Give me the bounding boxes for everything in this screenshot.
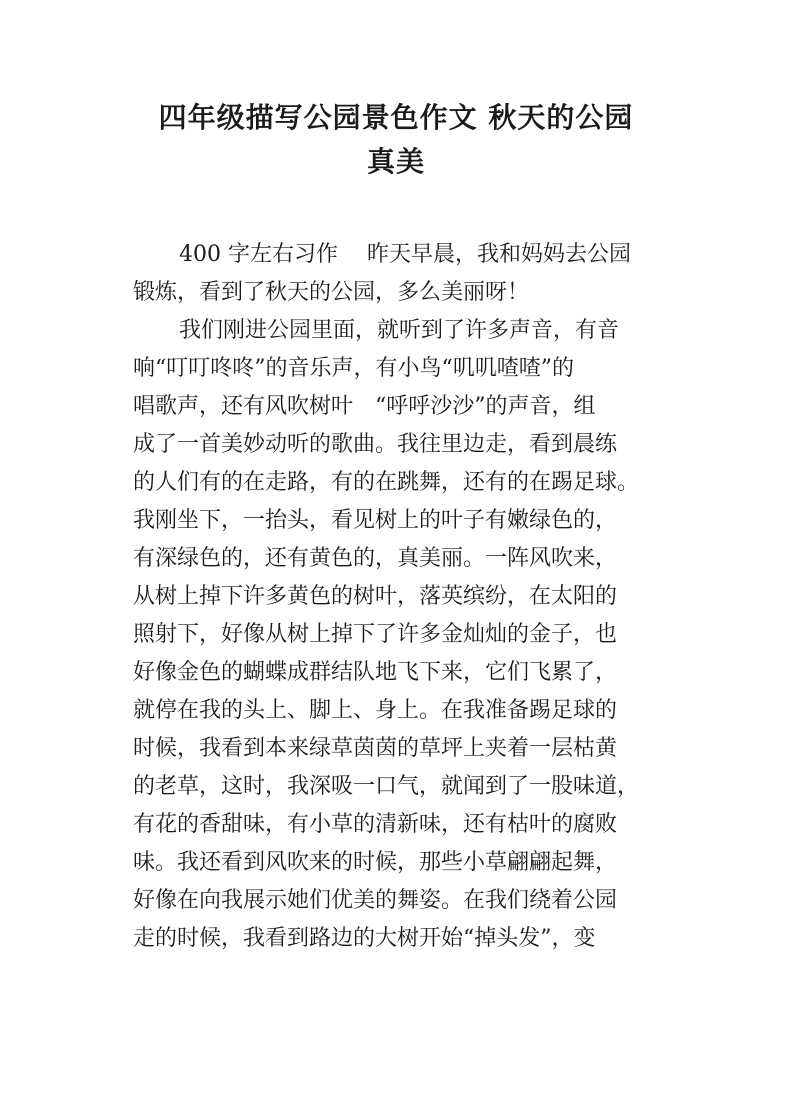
text-line: 从树上掉下许多黄色的树叶，落英缤纷，在太阳的 [133, 584, 618, 609]
text-line: 照射下，好像从树上掉下了许多金灿灿的金子，也 [133, 622, 618, 647]
text-line: 有深绿色的，还有黄色的，真美丽。一阵风吹来， [133, 546, 618, 571]
text-line: 好像金色的蝴蝶成群结队地飞下来，它们飞累了， [133, 660, 618, 685]
text-line: 400 字左右习作 昨天早晨，我和妈妈去公园 [179, 242, 631, 267]
text-line: 锻炼，看到了秋天的公园，多么美丽呀！ [133, 280, 530, 305]
text-line: 味。我还看到风吹来的时候，那些小草翩翩起舞， [133, 850, 618, 875]
text-line: 时候，我看到本来绿草茵茵的草坪上夹着一层枯黄 [133, 736, 618, 761]
text-line: 唱歌声，还有风吹树叶 “呼呼沙沙”的声音，组 [133, 394, 596, 419]
text-line: 有花的香甜味，有小草的清新味，还有枯叶的腐败 [133, 812, 618, 837]
text-line: 响“叮叮咚咚”的音乐声，有小鸟“叽叽喳喳”的 [133, 356, 574, 381]
text-line: 我们刚进公园里面，就听到了许多声音，有音 [179, 318, 620, 343]
title-line-1: 四年级描写公园景色作文 秋天的公园 [158, 101, 634, 134]
text-line: 的人们有的在走路，有的在跳舞，还有的在踢足球。 [133, 470, 640, 495]
text-line: 好像在向我展示她们优美的舞姿。在我们绕着公园 [133, 888, 618, 913]
text-line: 我刚坐下，一抬头，看见树上的叶子有嫩绿色的， [133, 508, 618, 533]
text-line: 成了一首美妙动听的歌曲。我往里边走，看到晨练 [133, 432, 618, 457]
document-title [120, 96, 672, 184]
article-body [133, 236, 673, 958]
title-line-2: 真美 [366, 145, 425, 178]
text-line: 的老草，这时，我深吸一口气，就闻到了一股味道， [133, 774, 640, 799]
text-line: 走的时候，我看到路边的大树开始“掉头发”，变 [133, 926, 596, 951]
text-line: 就停在我的头上、脚上、身上。在我准备踢足球的 [133, 698, 618, 723]
